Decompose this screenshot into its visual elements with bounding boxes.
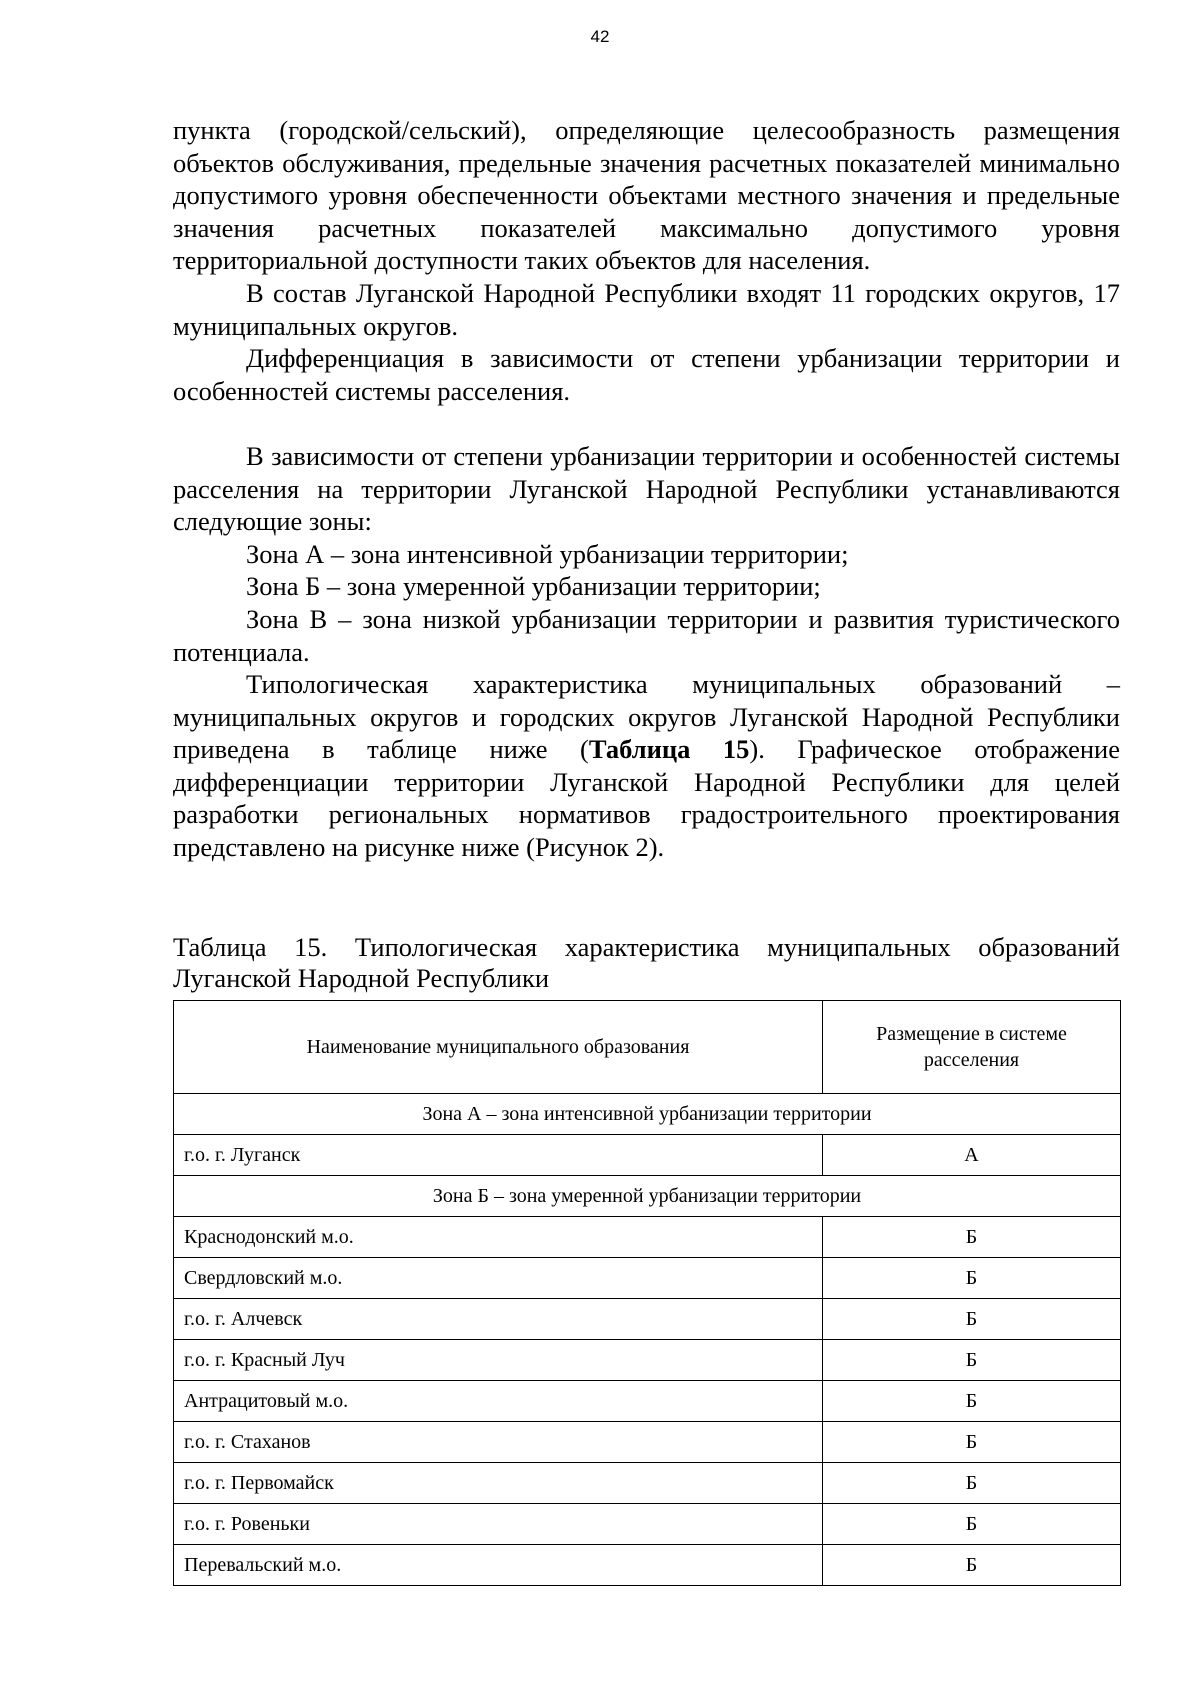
municipality-name-cell: Краснодонский м.о. — [174, 1217, 823, 1258]
body-text — [173, 114, 1120, 864]
placement-cell: Б — [823, 1463, 1121, 1504]
page-number: 42 — [590, 27, 610, 46]
zone-b-row — [174, 1176, 1121, 1217]
typology-text-after: ). Графическое отображение дифференциации территории Луганской Народной Республики для целей разработки региональных нормативов градостроительного проектирования представлено на рисунке ниже (Рисунок 2). — [173, 734, 1120, 863]
table-body — [174, 1094, 1121, 1586]
table-row — [174, 1340, 1121, 1381]
table-row — [174, 1463, 1121, 1504]
table-row — [174, 1135, 1121, 1176]
zone-a-item: Зона А – зона интенсивной урбанизации территории; — [246, 538, 849, 569]
placement-cell: Б — [823, 1340, 1121, 1381]
table-row — [174, 1381, 1121, 1422]
zone-v-item: Зона В – зона низкой урбанизации территории и развития туристического потенциала. — [173, 603, 1120, 667]
paragraph-typology — [173, 668, 1120, 864]
table-row — [174, 1504, 1121, 1545]
table-caption: Таблица 15. Типологическая характеристика муниципальных образований Луганской Народной Республики — [173, 932, 1120, 993]
zone-a-title: Зона А – зона интенсивной урбанизации территории — [174, 1094, 1121, 1135]
placement-cell: А — [823, 1135, 1121, 1176]
placement-cell: Б — [823, 1504, 1121, 1545]
placement-cell: Б — [823, 1545, 1121, 1586]
municipality-name-cell: г.о. г. Луганск — [174, 1135, 823, 1176]
placement-cell: Б — [823, 1258, 1121, 1299]
table-row — [174, 1422, 1121, 1463]
paragraph-differentiation: Дифференциация в зависимости от степени урбанизации территории и особенностей системы расселения. — [173, 343, 1120, 406]
table-row — [174, 1545, 1121, 1586]
placement-cell: Б — [823, 1422, 1121, 1463]
table-row — [174, 1299, 1121, 1340]
zone-b-item: Зона Б – зона умеренной урбанизации территории; — [246, 571, 821, 602]
placement-cell: Б — [823, 1217, 1121, 1258]
header-municipality-name: Наименование муниципального образования — [174, 1001, 823, 1094]
header-placement: Размещение в системе расселения — [823, 1001, 1121, 1094]
municipality-name-cell: Свердловский м.о. — [174, 1258, 823, 1299]
placement-cell: Б — [823, 1299, 1121, 1340]
paragraph-zones-intro: В зависимости от степени урбанизации территории и особенностей системы расселения на территории Луганской Народной Республики устанавливаются следующие зоны: — [173, 440, 1120, 537]
table-reference-link[interactable]: Таблица 15 — [588, 734, 750, 765]
placement-cell: Б — [823, 1381, 1121, 1422]
table-row — [174, 1217, 1121, 1258]
table-row — [174, 1258, 1121, 1299]
municipality-name-cell: г.о. г. Первомайск — [174, 1463, 823, 1504]
paragraph-intro-continuation: пункта (городской/сельский), определяющие целесообразность размещения объектов обслуживания, предельные значения расчетных показателей минимально допустимого уровня обеспеченности объектами местного значения и предельные значения расчетных показателей максимально допустимого уровня территориальной доступности таких объектов для населения. — [173, 115, 1120, 276]
municipality-name-cell: г.о. г. Красный Луч — [174, 1340, 823, 1381]
municipal-typology-table — [173, 1000, 1121, 1586]
zone-a-row — [174, 1094, 1121, 1135]
municipality-name-cell: Перевальский м.о. — [174, 1545, 823, 1586]
paragraph-spacer — [173, 407, 1120, 440]
zone-b-title: Зона Б – зона умеренной урбанизации территории — [174, 1176, 1121, 1217]
municipality-name-cell: г.о. г. Стаханов — [174, 1422, 823, 1463]
municipality-name-cell: г.о. г. Алчевск — [174, 1299, 823, 1340]
typology-text-before: Типологическая характеристика муниципальных образований – муниципальных округов и городских округов Луганской Народной Республики приведена в таблице ниже ( — [173, 669, 1120, 765]
municipality-name-cell: г.о. г. Ровеньки — [174, 1504, 823, 1545]
paragraph-composition: В состав Луганской Народной Республики входят 11 городских округов, 17 муниципальных округов. — [173, 277, 1120, 341]
table-header-row — [174, 1001, 1121, 1094]
municipality-name-cell: Антрацитовый м.о. — [174, 1381, 823, 1422]
